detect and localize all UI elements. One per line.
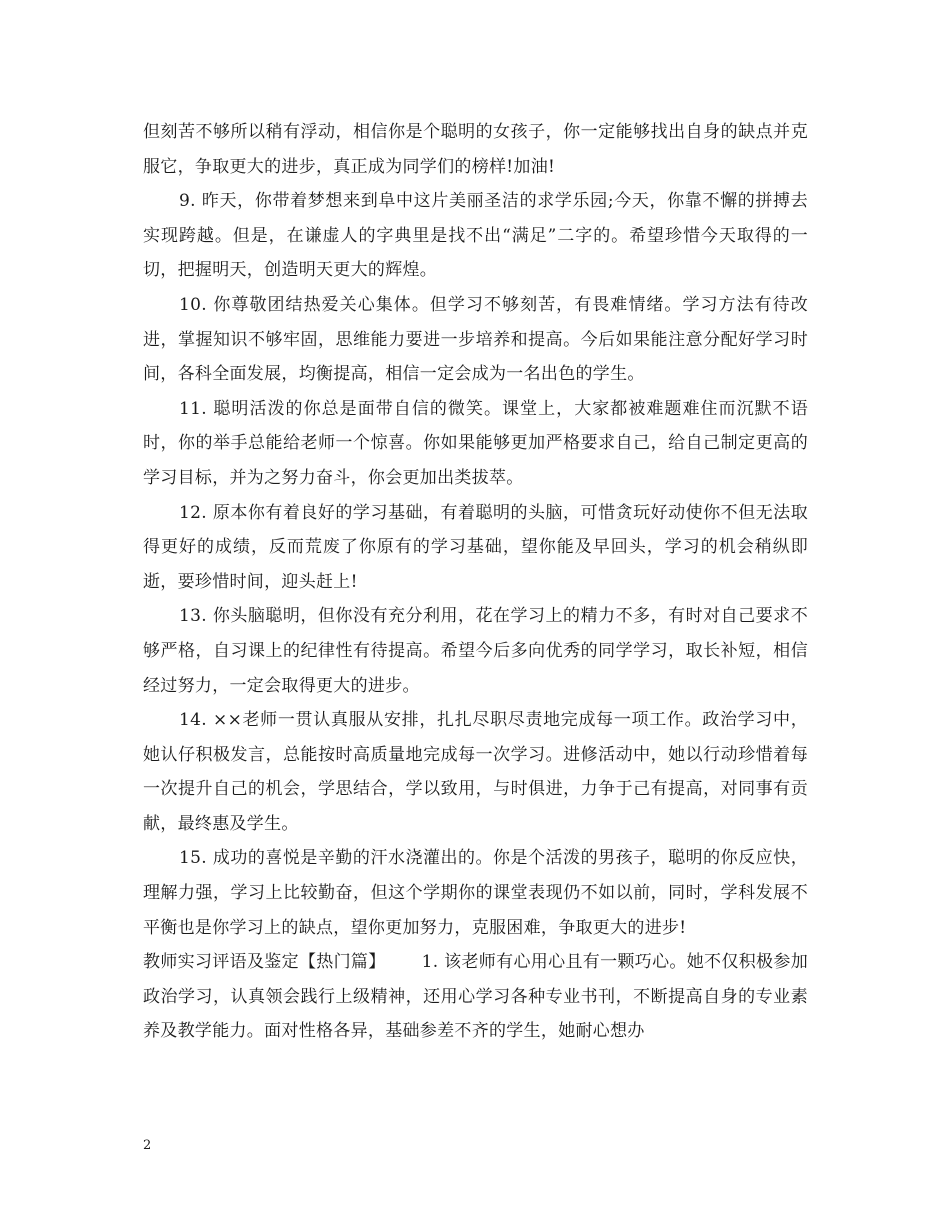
paragraph-item-11: 11. 聪明活泼的你总是面带自信的微笑。课堂上，大家都被难题难住而沉默不语时，你的举手总能给老师一个惊喜。你如果能够更加严格要求自己，给自己制定更高的学习目标，并为之努力奋斗，你会更加出类拔萃。 — [143, 398, 808, 488]
section-paragraph — [143, 945, 808, 1049]
paragraph-continuation: 但刻苦不够所以稍有浮动，相信你是个聪明的女孩子，你一定能够找出自身的缺点并克服它，争取更大的进步，真正成为同学们的榜样!加油! — [143, 122, 808, 177]
paragraph-item-13: 13. 你头脑聪明，但你没有充分利用，花在学习上的精力不多，有时对自己要求不够严格，自习课上的纪律性有待提高。希望今后多向优秀的同学学习，取长补短，相信经过努力，一定会取得更大的进步。 — [143, 606, 808, 696]
section-item-1: 1. 该老师有心用心且有一颗巧心。她不仅积极参加政治学习，认真领会践行上级精神，还用心学习各种专业书刊，不断提高自身的专业素养及教学能力。面对性格各异，基础参差不齐的学生，她耐心想办 — [143, 952, 808, 1042]
paragraph-item-14: 14. ××老师一贯认真服从安排，扎扎尽职尽责地完成每一项工作。政治学习中，她认仔积极发言，总能按时高质量地完成每一次学习。进修活动中，她以行动珍惜着每一次提升自己的机会，学思结合，学以致用，与时俱进，力争于己有提高，对同事有贡献，最终惠及学生。 — [143, 710, 808, 834]
document-body — [143, 115, 808, 1049]
paragraph-item-15: 15. 成功的喜悦是辛勤的汗水浇灌出的。你是个活泼的男孩子，聪明的你反应快，理解力强，学习上比较勤奋，但这个学期你的课堂表现仍不如以前，同时，学科发展不平衡也是你学习上的缺点，望你更加努力，克服困难，争取更大的进步! — [143, 848, 808, 938]
paragraph-item-10: 10. 你尊敬团结热爱关心集体。但学习不够刻苦，有畏难情绪。学习方法有待改进，掌握知识不够牢固，思维能力要进一步培养和提高。今后如果能注意分配好学习时间，各科全面发展，均衡提高，相信一定会成为一名出色的学生。 — [143, 294, 808, 385]
page-number: 2 — [143, 1138, 152, 1153]
paragraph-item-12: 12. 原本你有着良好的学习基础，有着聪明的头脑，可惜贪玩好动使你不但无法取得更好的成绩，反而荒废了你原有的学习基础，望你能及早回头，学习的机会稍纵即逝，要珍惜时间，迎头赶上! — [143, 502, 808, 592]
paragraph-item-9: 9. 昨天，你带着梦想来到阜中这片美丽圣洁的求学乐园;今天，你靠不懈的拼搏去实现跨越。但是，在谦虚人的字典里是找不出“满足”二字的。希望珍惜今天取得的一切，把握明天，创造明天更大的辉煌。 — [143, 191, 808, 281]
section-heading: 教师实习评语及鉴定【热门篇】 — [143, 952, 386, 973]
